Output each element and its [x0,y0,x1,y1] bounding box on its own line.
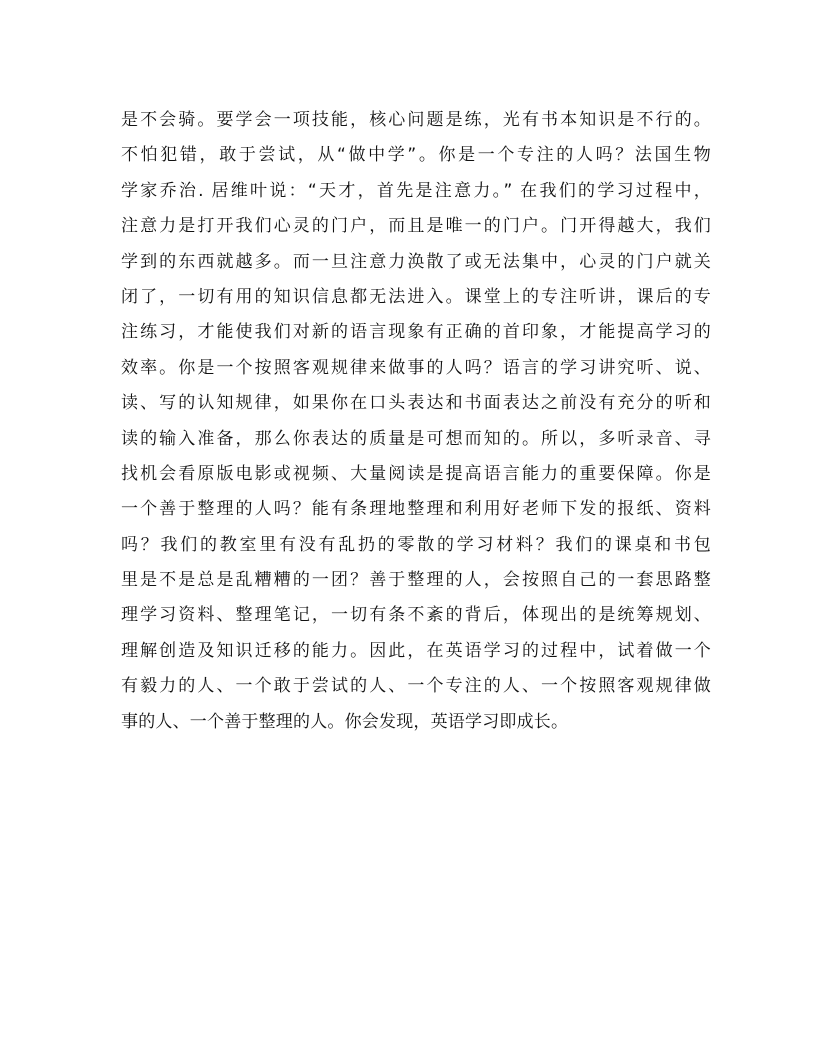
text-line: 理学习资料、整理笔记，一切有条不紊的背后，体现出的是统筹规划、 [121,605,711,626]
text-line: 注练习，才能使我们对新的语言现象有正确的首印象，才能提高学习的 [121,322,711,343]
text-line: 注意力是打开我们心灵的门户，而且是唯一的门户。门开得越大，我们 [121,216,711,237]
text-line: 找机会看原版电影或视频、大量阅读是提高语言能力的重要保障。你是 [121,463,711,484]
text-line: 学家乔治. 居维叶说：“天才，首先是注意力。” 在我们的学习过程中， [121,180,711,201]
body-text [121,103,711,740]
text-line: 学到的东西就越多。而一旦注意力涣散了或无法集中，心灵的门户就关 [121,251,711,272]
text-line: 有毅力的人、一个敢于尝试的人、一个专注的人、一个按照客观规律做 [121,676,711,697]
text-line: 读、写的认知规律，如果你在口头表达和书面表达之前没有充分的听和 [121,393,711,414]
text-line: 闭了，一切有用的知识信息都无法进入。课堂上的专注听讲，课后的专 [121,286,711,307]
text-line: 不怕犯错，敢于尝试，从“做中学”。你是一个专注的人吗？法国生物 [121,145,711,166]
text-line: 是不会骑。要学会一项技能，核心问题是练，光有书本知识是不行的。 [121,110,711,130]
text-line: 效率。你是一个按照客观规律来做事的人吗？语言的学习讲究听、说、 [121,357,711,378]
text-line: 理解创造及知识迁移的能力。因此，在英语学习的过程中，试着做一个 [121,640,711,661]
text-line: 吗？我们的教室里有没有乱扔的零散的学习材料？我们的课桌和书包 [121,534,711,555]
text-line: 一个善于整理的人吗？能有条理地整理和利用好老师下发的报纸、资料 [121,499,711,520]
text-line: 事的人、一个善于整理的人。你会发现，英语学习即成长。 [121,711,569,732]
text-line: 里是不是总是乱糟糟的一团？善于整理的人，会按照自己的一套思路整 [121,570,711,591]
text-line: 读的输入准备，那么你表达的质量是可想而知的。所以，多听录音、寻 [121,428,711,449]
